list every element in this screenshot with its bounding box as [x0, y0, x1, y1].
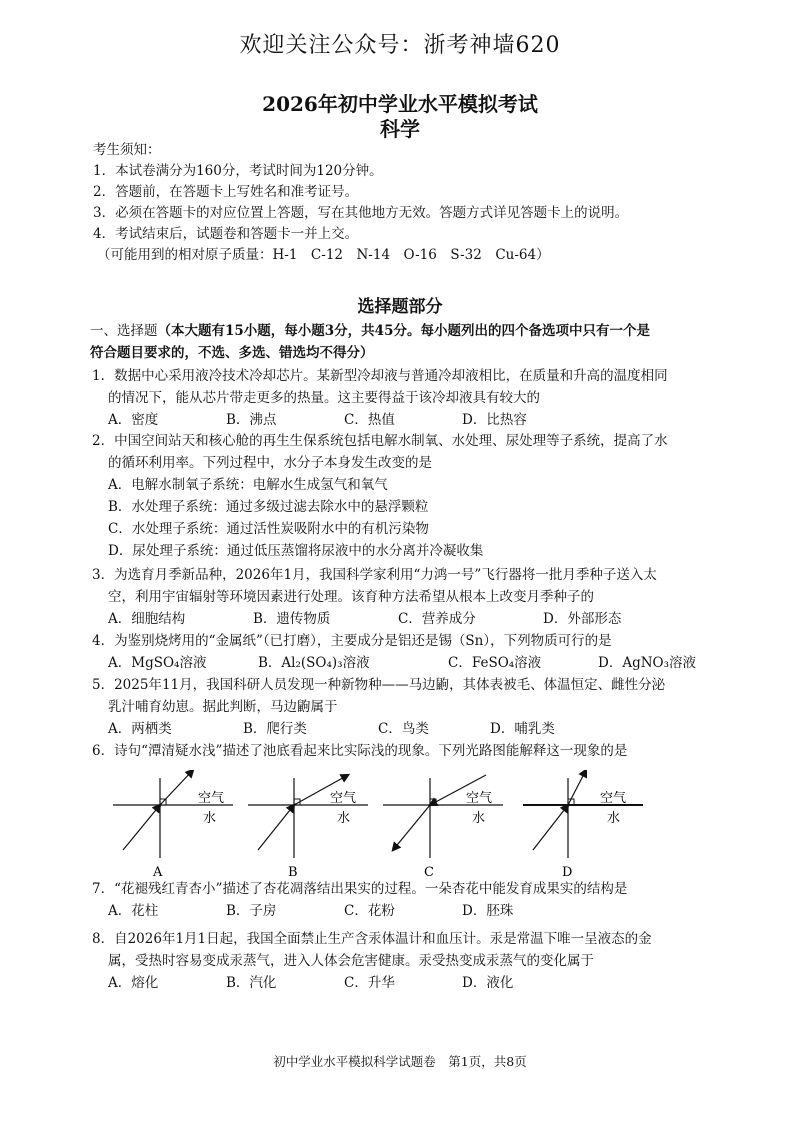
- question-4: [92, 630, 732, 674]
- water-label: 水: [472, 811, 486, 826]
- option-row: [92, 652, 732, 674]
- option-d[interactable]: D．胚珠: [462, 903, 514, 919]
- question-stem: 的情况下，能从芯片带走更多的热量。这主要得益于该冷却液具有较大的: [108, 390, 540, 406]
- notice-heading: 考生须知：: [93, 142, 161, 158]
- option-c[interactable]: C．营养成分: [398, 611, 476, 627]
- option-d[interactable]: D．外部形态: [543, 611, 622, 627]
- question-3: [92, 564, 732, 630]
- diagram-letter: A: [153, 865, 163, 880]
- notice-item: 3．必须在答题卡的对应位置上答题，写在其他地方无效。答题方式详见答题卡上的说明。: [93, 205, 629, 221]
- diagram-d[interactable]: [523, 770, 643, 880]
- option-d[interactable]: D．哺乳类: [490, 721, 555, 737]
- question-stem: 属，受热时容易变成汞蒸气，进入人体会危害健康。汞受热变成汞蒸气的变化属于: [108, 953, 594, 969]
- notice-item: 4．考试结束后，试题卷和答题卡一并上交。: [93, 226, 359, 242]
- page-footer: 初中学业水平模拟科学试题卷 第1页，共8页: [273, 1054, 527, 1069]
- atomic-mass-note: （可能用到的相对原子质量：H-1 C-12 N-14 O-16 S-32 Cu-64）: [97, 247, 550, 263]
- question-7: [92, 878, 732, 922]
- option-d[interactable]: D．AgNO₃溶液: [598, 655, 697, 671]
- option-b[interactable]: B．爬行类: [243, 721, 307, 737]
- option-b[interactable]: B．水处理子系统：通过多级过滤去除水中的悬浮颗粒: [108, 499, 429, 515]
- question-stem: 的循环利用率。下列过程中，水分子本身发生改变的是: [108, 455, 432, 471]
- instruction-lead: 一、选择题: [90, 323, 158, 339]
- option-b[interactable]: B．子房: [226, 903, 277, 919]
- question-stem: 1．数据中心采用液冷技术冷却芯片。某新型冷却液与普通冷却液相比，在质量和升高的温度相同: [92, 368, 668, 384]
- diagram-b[interactable]: [248, 775, 368, 880]
- question-6: [92, 740, 732, 762]
- air-label: 空气: [198, 791, 225, 806]
- question-stem: 6．诗句“潭清疑水浅”描述了池底看起来比实际浅的现象。下列光路图能解释这一现象的是: [92, 743, 628, 759]
- option-d[interactable]: D．尿处理子系统：通过低压蒸馏将尿液中的水分离并冷凝收集: [108, 543, 484, 559]
- question-stem: 3．为选育月季新品种，2026年1月，我国科学家利用“力鸿一号”飞行器将一批月季种子送入太: [92, 567, 657, 583]
- option-a[interactable]: A．花柱: [108, 903, 159, 919]
- light-path-svg: [108, 770, 668, 880]
- water-label: 水: [203, 811, 217, 826]
- candidate-notice: [93, 140, 733, 266]
- question-stem: 4．为鉴别烧烤用的“金属纸”（已打磨），主要成分是铝还是锡（Sn），下列物质可行的是: [92, 633, 612, 649]
- question-stem: 空，利用宇宙辐射等环境因素进行处理。该育种方法希望从根本上改变月季种子的: [108, 589, 594, 605]
- diagram-letter: C: [424, 865, 434, 880]
- option-row: [92, 900, 732, 922]
- option-b[interactable]: B．沸点: [226, 412, 277, 428]
- instruction-text: 符合题目要求的，不选、多选、错选均不得分）: [90, 345, 374, 361]
- option-a[interactable]: A．密度: [108, 412, 159, 428]
- notice-item: 2．答题前，在答题卡上写姓名和准考证号。: [93, 184, 359, 200]
- air-label: 空气: [600, 791, 627, 806]
- option-row: [92, 409, 732, 431]
- question-stem: 2．中国空间站天和核心舱的再生生保系统包括电解水制氧、水处理、尿处理等子系统，提高了水: [92, 433, 668, 449]
- option-c[interactable]: C．水处理子系统：通过活性炭吸附水中的有机污染物: [108, 521, 429, 537]
- diagram-a[interactable]: [113, 770, 233, 880]
- water-label: 水: [607, 811, 621, 826]
- option-c[interactable]: C．FeSO₄溶液: [448, 655, 542, 671]
- option-c[interactable]: C．升华: [344, 975, 395, 991]
- option-b[interactable]: B．遗传物质: [253, 611, 331, 627]
- question-2: [92, 430, 732, 562]
- option-a[interactable]: A．细胞结构: [108, 611, 186, 627]
- option-a[interactable]: A．熔化: [108, 975, 159, 991]
- option-c[interactable]: C．花粉: [344, 903, 395, 919]
- light-path-diagrams: [108, 770, 668, 880]
- option-row: [92, 972, 732, 994]
- diagram-letter: D: [562, 865, 573, 880]
- question-stem: 8．自2026年1月1日起，我国全面禁止生产含汞体温计和血压计。汞是常温下唯一呈液态的金: [92, 931, 652, 947]
- exam-title: 2026年初中学业水平模拟考试: [262, 92, 538, 116]
- question-stem: 5．2025年11月，我国科研人员发现一种新物种——马边鼩，其体表被毛、体温恒定、雌性分泌: [92, 677, 666, 693]
- option-d[interactable]: D．比热容: [462, 412, 527, 428]
- water-label: 水: [337, 811, 351, 826]
- section-instruction: [90, 320, 730, 364]
- option-a[interactable]: A．电解水制氧子系统：电解水生成氢气和氧气: [108, 477, 388, 493]
- option-c[interactable]: C．热值: [344, 412, 395, 428]
- question-stem: 7．“花褪残红青杏小”描述了杏花凋落结出果实的过程。一朵杏花中能发育成果实的结构是: [92, 881, 628, 897]
- diagram-letter: B: [288, 865, 298, 880]
- question-5: [92, 674, 732, 740]
- option-row: [92, 718, 732, 740]
- option-a[interactable]: A．MgSO₄溶液: [108, 655, 207, 671]
- question-1: [92, 365, 732, 431]
- air-label: 空气: [466, 791, 493, 806]
- air-label: 空气: [330, 791, 357, 806]
- notice-item: 1．本试卷满分为160分，考试时间为120分钟。: [93, 163, 383, 179]
- diagram-c[interactable]: [383, 775, 503, 880]
- option-b[interactable]: B．Al₂(SO₄)₃溶液: [258, 655, 370, 671]
- section-title: 选择题部分: [357, 297, 443, 317]
- instruction-text: （本大题有15小题，每小题3分，共45分。每小题列出的四个备选项中只有一个是: [157, 323, 650, 339]
- option-d[interactable]: D．液化: [462, 975, 514, 991]
- question-8: [92, 928, 732, 994]
- option-c[interactable]: C．鸟类: [378, 721, 429, 737]
- option-row: [92, 608, 732, 630]
- question-stem: 乳汁哺育幼崽。据此判断，马边鼩属于: [108, 699, 338, 715]
- exam-subject: 科学: [380, 117, 420, 141]
- option-a[interactable]: A．两栖类: [108, 721, 172, 737]
- option-b[interactable]: B．汽化: [226, 975, 277, 991]
- page-header: 欢迎关注公众号：浙考神墙620: [239, 33, 561, 58]
